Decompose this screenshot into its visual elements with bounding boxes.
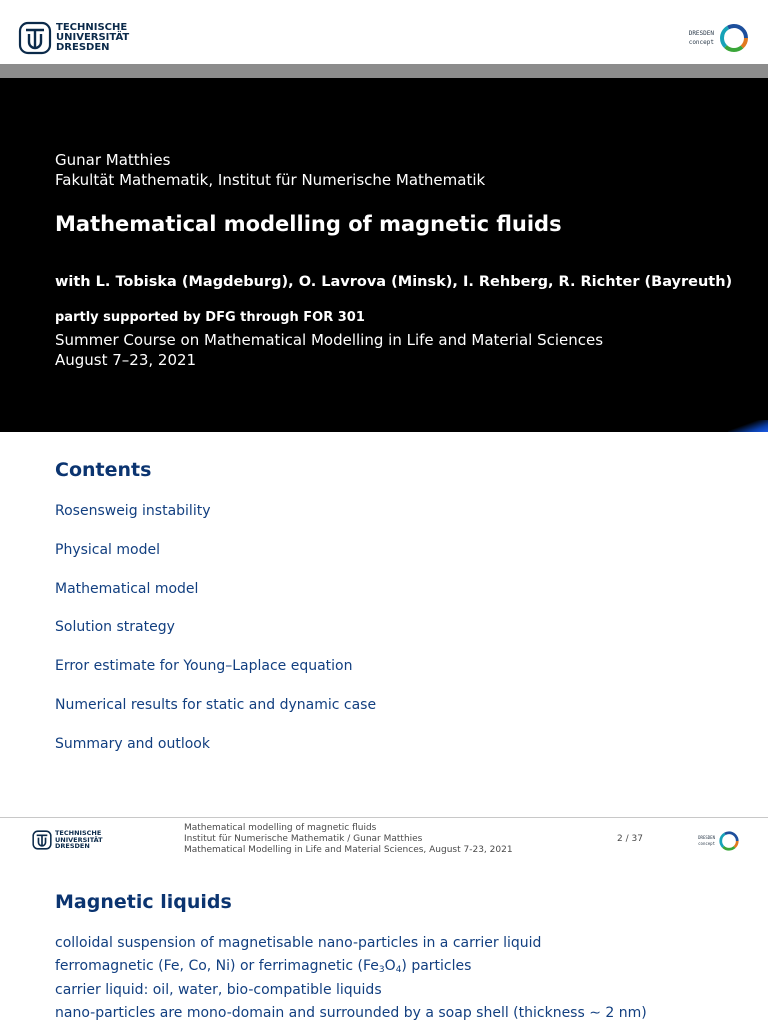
corner-accent (728, 420, 768, 432)
subscript: 3 (378, 965, 385, 975)
toc-item-rosensweig[interactable]: Rosensweig instability (55, 503, 211, 519)
slide-footer (0, 818, 768, 864)
footer-dresden-concept-logo (698, 830, 740, 852)
event-dates: August 7–23, 2021 (55, 351, 197, 369)
author-name: Gunar Matthies (55, 151, 171, 169)
title-slide (0, 78, 768, 432)
text-fragment: O (384, 958, 396, 974)
magnetic-line-particles (55, 958, 471, 975)
magnetic-line-carrier: carrier liquid: oil, water, bio-compatible liquids (55, 982, 382, 998)
dresden-concept-ring-icon (718, 830, 740, 852)
contents-heading: Contents (55, 459, 152, 481)
tud-emblem-icon (32, 830, 52, 850)
tud-logo-word: UNIVERSITÄT (55, 835, 103, 844)
tud-logo-word: TECHNISCHE (55, 829, 102, 838)
dresden-concept-logo (689, 22, 750, 54)
header-bar (0, 64, 768, 78)
subscript: 4 (395, 965, 402, 975)
dd-logo-word: DRESDEN (688, 30, 714, 37)
magnetic-line-nanoparticles: nano-particles are mono-domain and surrounded by a soap shell (thickness ∼ 2 nm) (55, 1005, 647, 1021)
author-affiliation: Fakultät Mathematik, Institut für Numerische Mathematik (55, 171, 486, 189)
dd-logo-word: DRESDEN (698, 835, 715, 840)
top-header (0, 0, 768, 64)
magnetic-liquids-heading: Magnetic liquids (55, 891, 232, 913)
toc-item-numerical-results[interactable]: Numerical results for static and dynamic case (55, 697, 377, 713)
coauthors: with L. Tobiska (Magdeburg), O. Lavrova (Minsk), I. Rehberg, R. Richter (Bayreuth) (55, 274, 733, 290)
event-name: Summer Course on Mathematical Modelling in Life and Material Sciences (55, 331, 604, 349)
toc-item-error-estimate[interactable]: Error estimate for Young–Laplace equation (55, 658, 353, 674)
funding-note: partly supported by DFG through FOR 301 (55, 310, 365, 325)
text-fragment: ) particles (401, 958, 472, 974)
dd-logo-word: concept (688, 39, 714, 46)
tud-logo-word: TECHNISCHE (56, 22, 128, 33)
tud-logo-word: DRESDEN (56, 42, 110, 53)
dd-logo-word: concept (698, 841, 715, 846)
dresden-concept-ring-icon (718, 22, 750, 54)
tud-logo (18, 21, 129, 55)
tud-logo-word: DRESDEN (55, 842, 90, 851)
footer-talk-title: Mathematical modelling of magnetic fluids (184, 823, 377, 833)
tud-logo-word: UNIVERSITÄT (56, 32, 130, 43)
footer-institute: Institut für Numerische Mathematik / Gunar Matthies (184, 834, 423, 844)
talk-title: Mathematical modelling of magnetic fluids (55, 212, 562, 236)
text-fragment: ferromagnetic (Fe, Co, Ni) or ferrimagnetic (Fe (55, 958, 379, 974)
page-number: 2 / 37 (617, 834, 643, 844)
footer-tud-logo (32, 830, 103, 850)
footer-event: Mathematical Modelling in Life and Material Sciences, August 7-23, 2021 (184, 845, 513, 855)
toc-item-physical-model[interactable]: Physical model (55, 542, 160, 558)
footer-meta (184, 823, 513, 856)
toc-item-summary[interactable]: Summary and outlook (55, 736, 210, 752)
magnetic-line-suspension: colloidal suspension of magnetisable nano-particles in a carrier liquid (55, 935, 542, 951)
toc-item-solution-strategy[interactable]: Solution strategy (55, 619, 175, 635)
tud-emblem-icon (18, 21, 52, 55)
toc-item-mathematical-model[interactable]: Mathematical model (55, 581, 199, 597)
